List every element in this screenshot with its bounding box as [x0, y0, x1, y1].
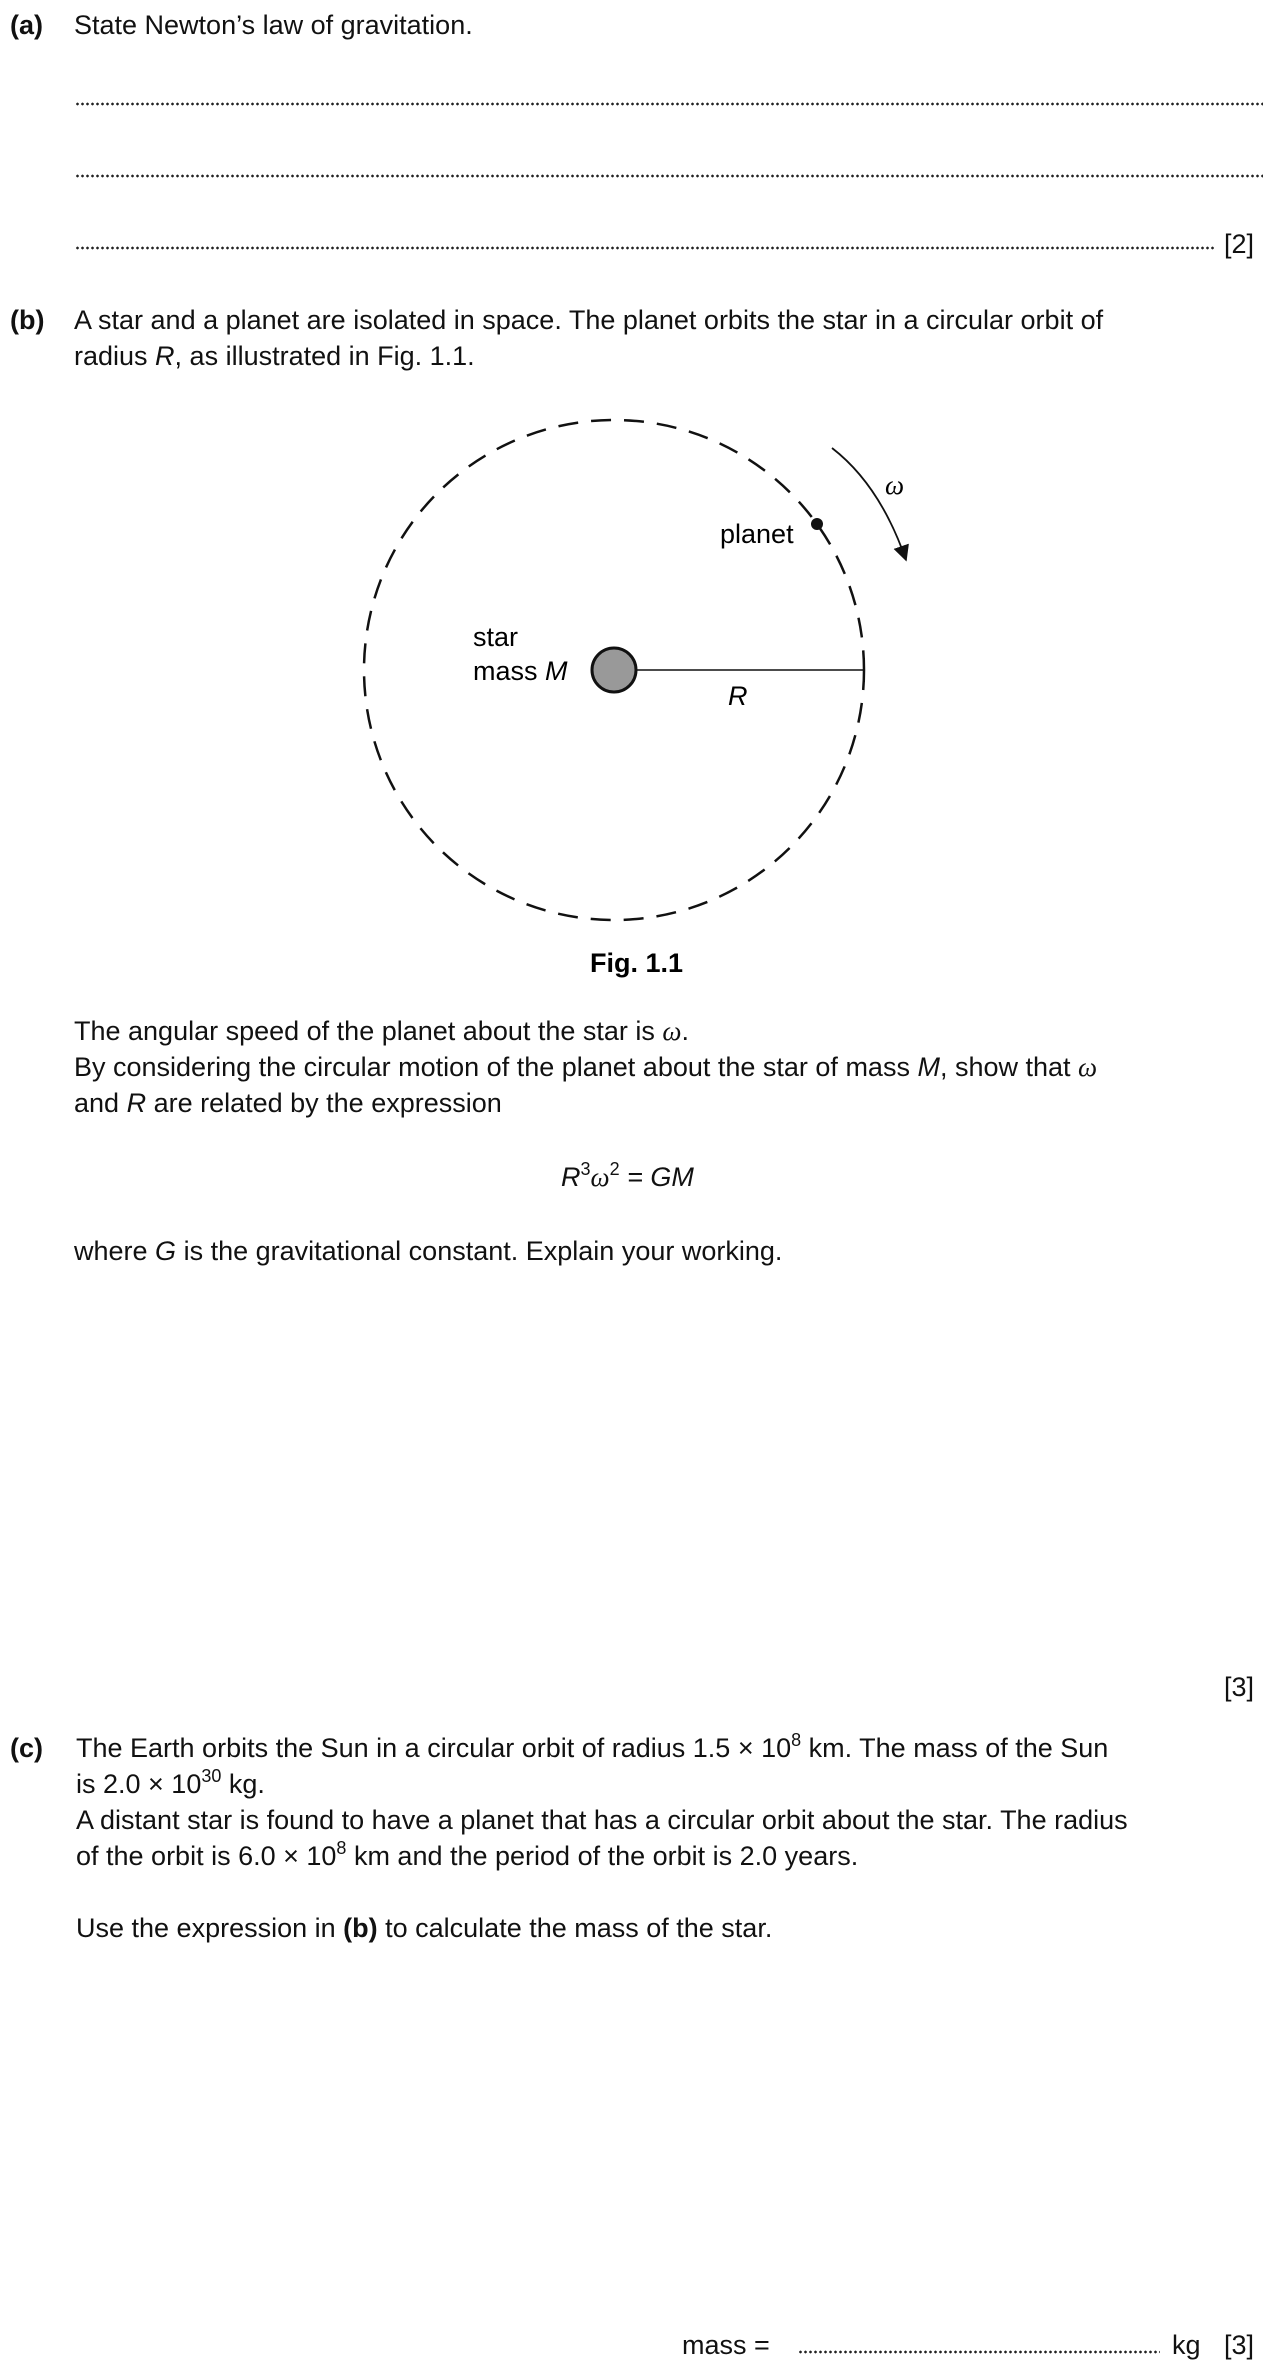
radius-label: R [728, 681, 748, 711]
expression: $R^3\omega^2$ = GM [561, 1159, 694, 1192]
planet [811, 518, 823, 530]
part-b-text4: where G is the gravitational constant. Explain your working. [74, 1236, 783, 1266]
star [592, 648, 636, 692]
part-b-text1: The angular speed of the planet about the star is ω. [74, 1016, 689, 1046]
part-a-label: (a) [10, 10, 43, 40]
mass-answer-label: mass = [682, 2330, 770, 2360]
part-b-marks: [3] [1224, 1672, 1255, 1702]
orbit-figure [0, 380, 1270, 980]
mass-label: mass M [473, 656, 568, 686]
part-c-line1: The Earth orbits the Sun in a circular orbit of radius $1.5 \times 10^8$ km. The mass of the Sun [76, 1730, 1109, 1763]
part-b-label: (b) [10, 305, 45, 335]
omega-arrow [832, 448, 906, 560]
omega-label: ω [885, 470, 905, 500]
part-c-line3: A distant star is found to have a planet that has a circular orbit about the star. The radius [76, 1805, 1128, 1835]
answer-line-a1[interactable] [75, 101, 1263, 107]
working-area-c[interactable] [76, 1960, 1256, 2300]
answer-line-a2[interactable] [75, 173, 1263, 179]
mass-answer-unit: kg [1172, 2330, 1201, 2360]
star-label: star [473, 622, 519, 652]
answer-line-a3[interactable] [75, 245, 1215, 251]
figure-caption: Fig. 1.1 [590, 948, 684, 978]
planet-label: planet [720, 519, 794, 549]
part-c-line5: Use the expression in (b) to calculate the mass of the star. [76, 1913, 773, 1943]
part-b-text3: and R are related by the expression [74, 1088, 502, 1118]
part-a-question: State Newton’s law of gravitation. [74, 10, 473, 40]
part-a-marks: [2] [1224, 229, 1255, 259]
part-c-line4: of the orbit is $6.0 \times 10^8$ km and the period of the orbit is 2.0 years. [76, 1838, 859, 1871]
working-area-b[interactable] [74, 1290, 1254, 1660]
mass-answer-field[interactable] [798, 2349, 1160, 2355]
part-b-intro-line1: A star and a planet are isolated in space. The planet orbits the star in a circular orbit of [74, 305, 1104, 335]
part-c-line2: is $2.0 \times 10^{30}$ kg. [76, 1766, 265, 1799]
part-b-text2: By considering the circular motion of the planet about the star of mass M, show that ω [74, 1052, 1098, 1082]
part-c-label: (c) [10, 1733, 43, 1763]
part-c-marks: [3] [1224, 2330, 1255, 2360]
part-b-intro-line2: radius R, as illustrated in Fig. 1.1. [74, 341, 475, 371]
